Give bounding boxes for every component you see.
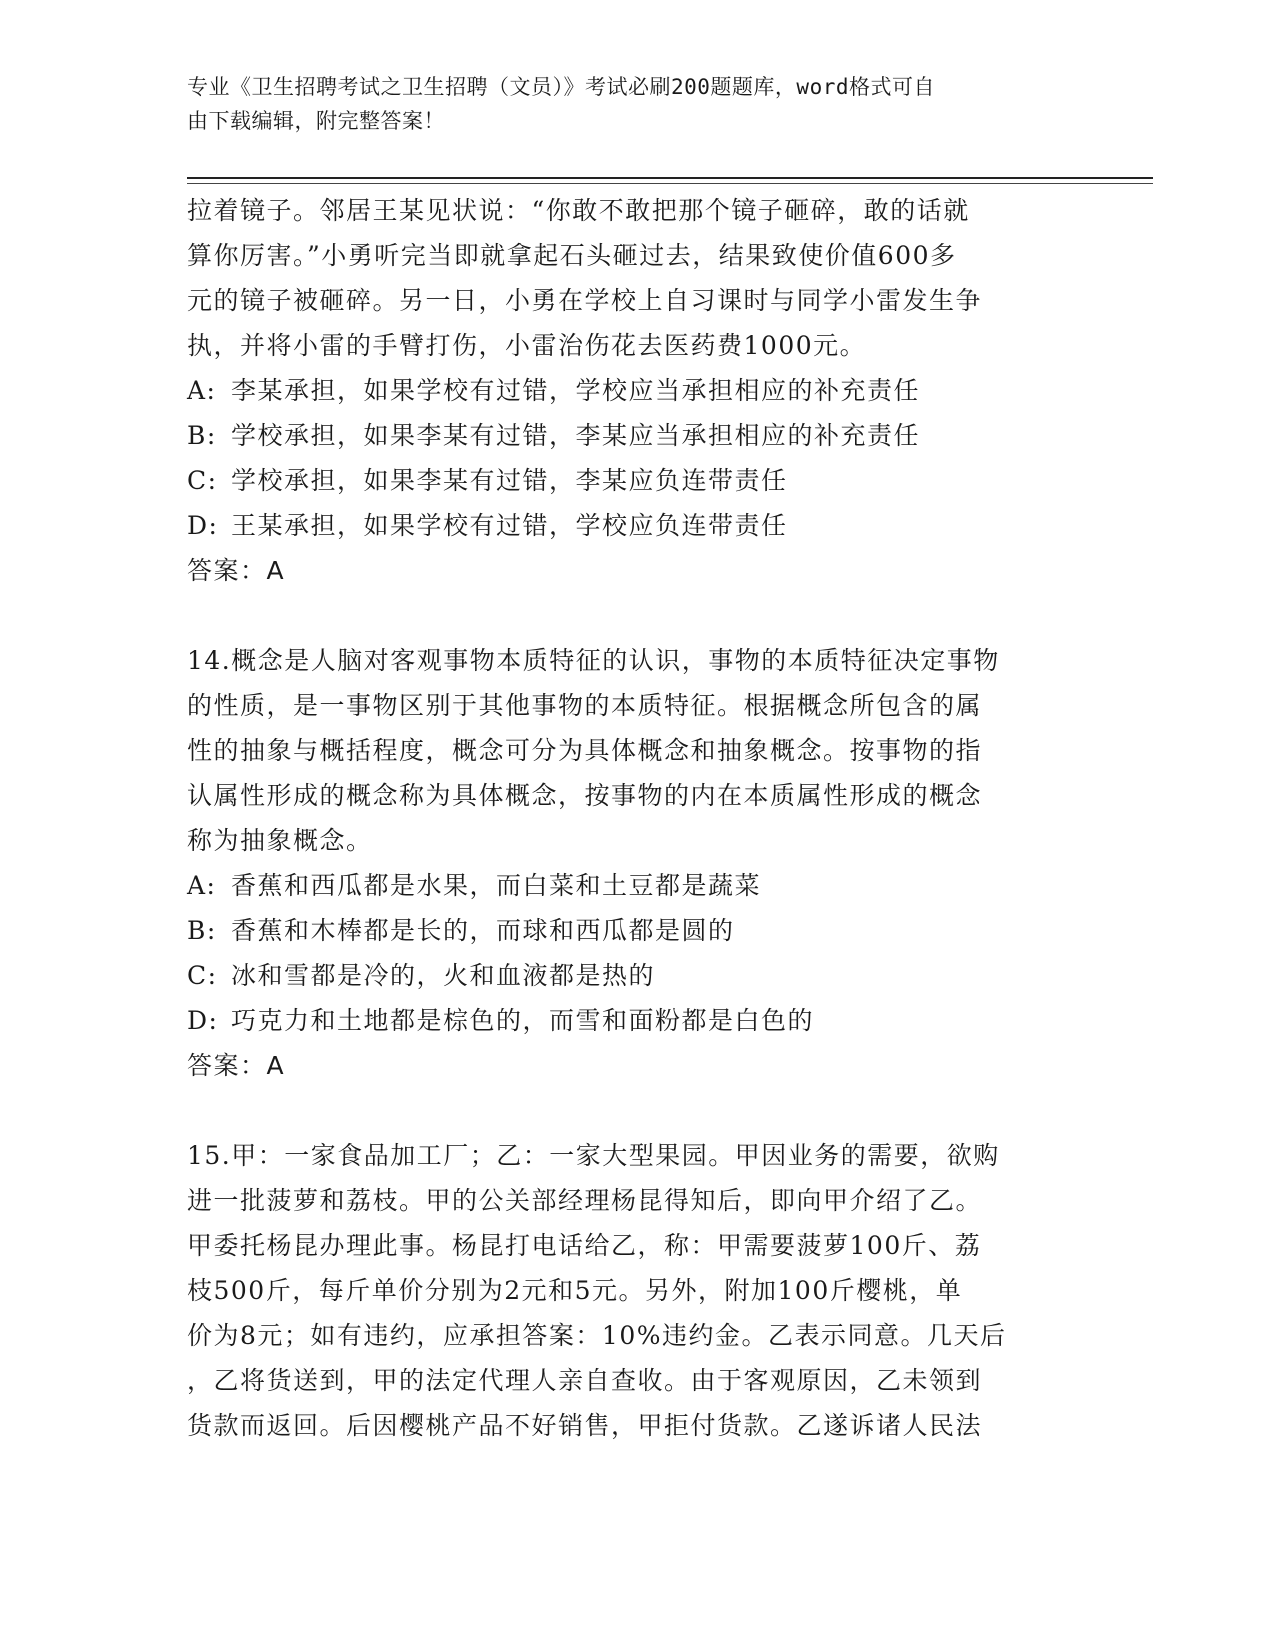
question-text-line: 算你厉害。”小勇听完当即就拿起石头砸过去，结果致使价值600多 bbox=[187, 241, 957, 270]
spacer bbox=[187, 1088, 1067, 1133]
option-label: C: bbox=[187, 961, 218, 990]
option-a bbox=[187, 368, 1067, 413]
option-c bbox=[187, 458, 1067, 503]
answer-line: 答案：A bbox=[187, 556, 286, 585]
question-text-line: 货款而返回。后因樱桃产品不好销售，甲拒付货款。乙遂诉诸人民法 bbox=[187, 1411, 983, 1440]
header-divider-thick bbox=[187, 177, 1153, 179]
header-divider-thin bbox=[187, 183, 1153, 184]
question-text-line: 的性质，是一事物区别于其他事物的本质特征。根据概念所包含的属 bbox=[187, 691, 983, 720]
answer-line: 答案：A bbox=[187, 1051, 286, 1080]
question-15 bbox=[187, 1133, 1067, 1448]
option-b bbox=[187, 908, 1067, 953]
question-text-line: ，乙将货送到，甲的法定代理人亲自查收。由于客观原因，乙未领到 bbox=[187, 1366, 983, 1395]
spacer bbox=[187, 593, 1067, 638]
option-label: A: bbox=[187, 871, 217, 900]
option-text: 冰和雪都是冷的，火和血液都是热的 bbox=[231, 961, 656, 990]
page-header bbox=[187, 70, 1067, 138]
question-text-line: 14.概念是人脑对客观事物本质特征的认识，事物的本质特征决定事物 bbox=[187, 646, 1000, 675]
option-d bbox=[187, 503, 1067, 548]
question-text-line: 价为8元；如有违约，应承担答案：10%违约金。乙表示同意。几天后 bbox=[187, 1321, 1007, 1350]
option-text: 王某承担，如果学校有过错，学校应负连带责任 bbox=[231, 511, 788, 540]
question-text-line: 拉着镜子。邻居王某见状说：“你敢不敢把那个镜子砸碎，敢的话就 bbox=[187, 196, 970, 225]
option-text: 李某承担，如果学校有过错，学校应当承担相应的补充责任 bbox=[231, 376, 921, 405]
option-text: 学校承担，如果李某有过错，李某应当承担相应的补充责任 bbox=[231, 421, 921, 450]
option-label: B: bbox=[187, 916, 217, 945]
question-14 bbox=[187, 638, 1067, 1088]
header-line-1: 专业《卫生招聘考试之卫生招聘（文员）》考试必刷200题题库，word格式可自 bbox=[187, 75, 935, 99]
question-text-line: 15.甲：一家食品加工厂；乙：一家大型果园。甲因业务的需要，欲购 bbox=[187, 1141, 1000, 1170]
option-label: A: bbox=[187, 376, 217, 405]
option-a bbox=[187, 863, 1067, 908]
option-b bbox=[187, 413, 1067, 458]
option-label: B: bbox=[187, 421, 217, 450]
document-body bbox=[187, 188, 1067, 1448]
question-text-line: 甲委托杨昆办理此事。杨昆打电话给乙，称：甲需要菠萝100斤、荔 bbox=[187, 1231, 982, 1260]
option-text: 香蕉和西瓜都是水果，而白菜和土豆都是蔬菜 bbox=[231, 871, 762, 900]
option-label: C: bbox=[187, 466, 218, 495]
option-text: 巧克力和土地都是棕色的，而雪和面粉都是白色的 bbox=[231, 1006, 815, 1035]
question-13 bbox=[187, 188, 1067, 593]
question-text-line: 认属性形成的概念称为具体概念，按事物的内在本质属性形成的概念 bbox=[187, 781, 983, 810]
option-label: D: bbox=[187, 511, 219, 540]
option-d bbox=[187, 998, 1067, 1043]
question-text-line: 称为抽象概念。 bbox=[187, 826, 373, 855]
question-text-line: 性的抽象与概括程度，概念可分为具体概念和抽象概念。按事物的指 bbox=[187, 736, 983, 765]
question-text-line: 执，并将小雷的手臂打伤，小雷治伤花去医药费1000元。 bbox=[187, 331, 867, 360]
option-c bbox=[187, 953, 1067, 998]
option-text: 学校承担，如果李某有过错，李某应负连带责任 bbox=[231, 466, 788, 495]
option-text: 香蕉和木棒都是长的，而球和西瓜都是圆的 bbox=[231, 916, 735, 945]
option-label: D: bbox=[187, 1006, 219, 1035]
header-line-2: 由下载编辑，附完整答案！ bbox=[187, 109, 445, 133]
question-text-line: 枝500斤，每斤单价分别为2元和5元。另外，附加100斤樱桃，单 bbox=[187, 1276, 963, 1305]
question-text-line: 进一批菠萝和荔枝。甲的公关部经理杨昆得知后，即向甲介绍了乙。 bbox=[187, 1186, 983, 1215]
question-text-line: 元的镜子被砸碎。另一日，小勇在学校上自习课时与同学小雷发生争 bbox=[187, 286, 983, 315]
